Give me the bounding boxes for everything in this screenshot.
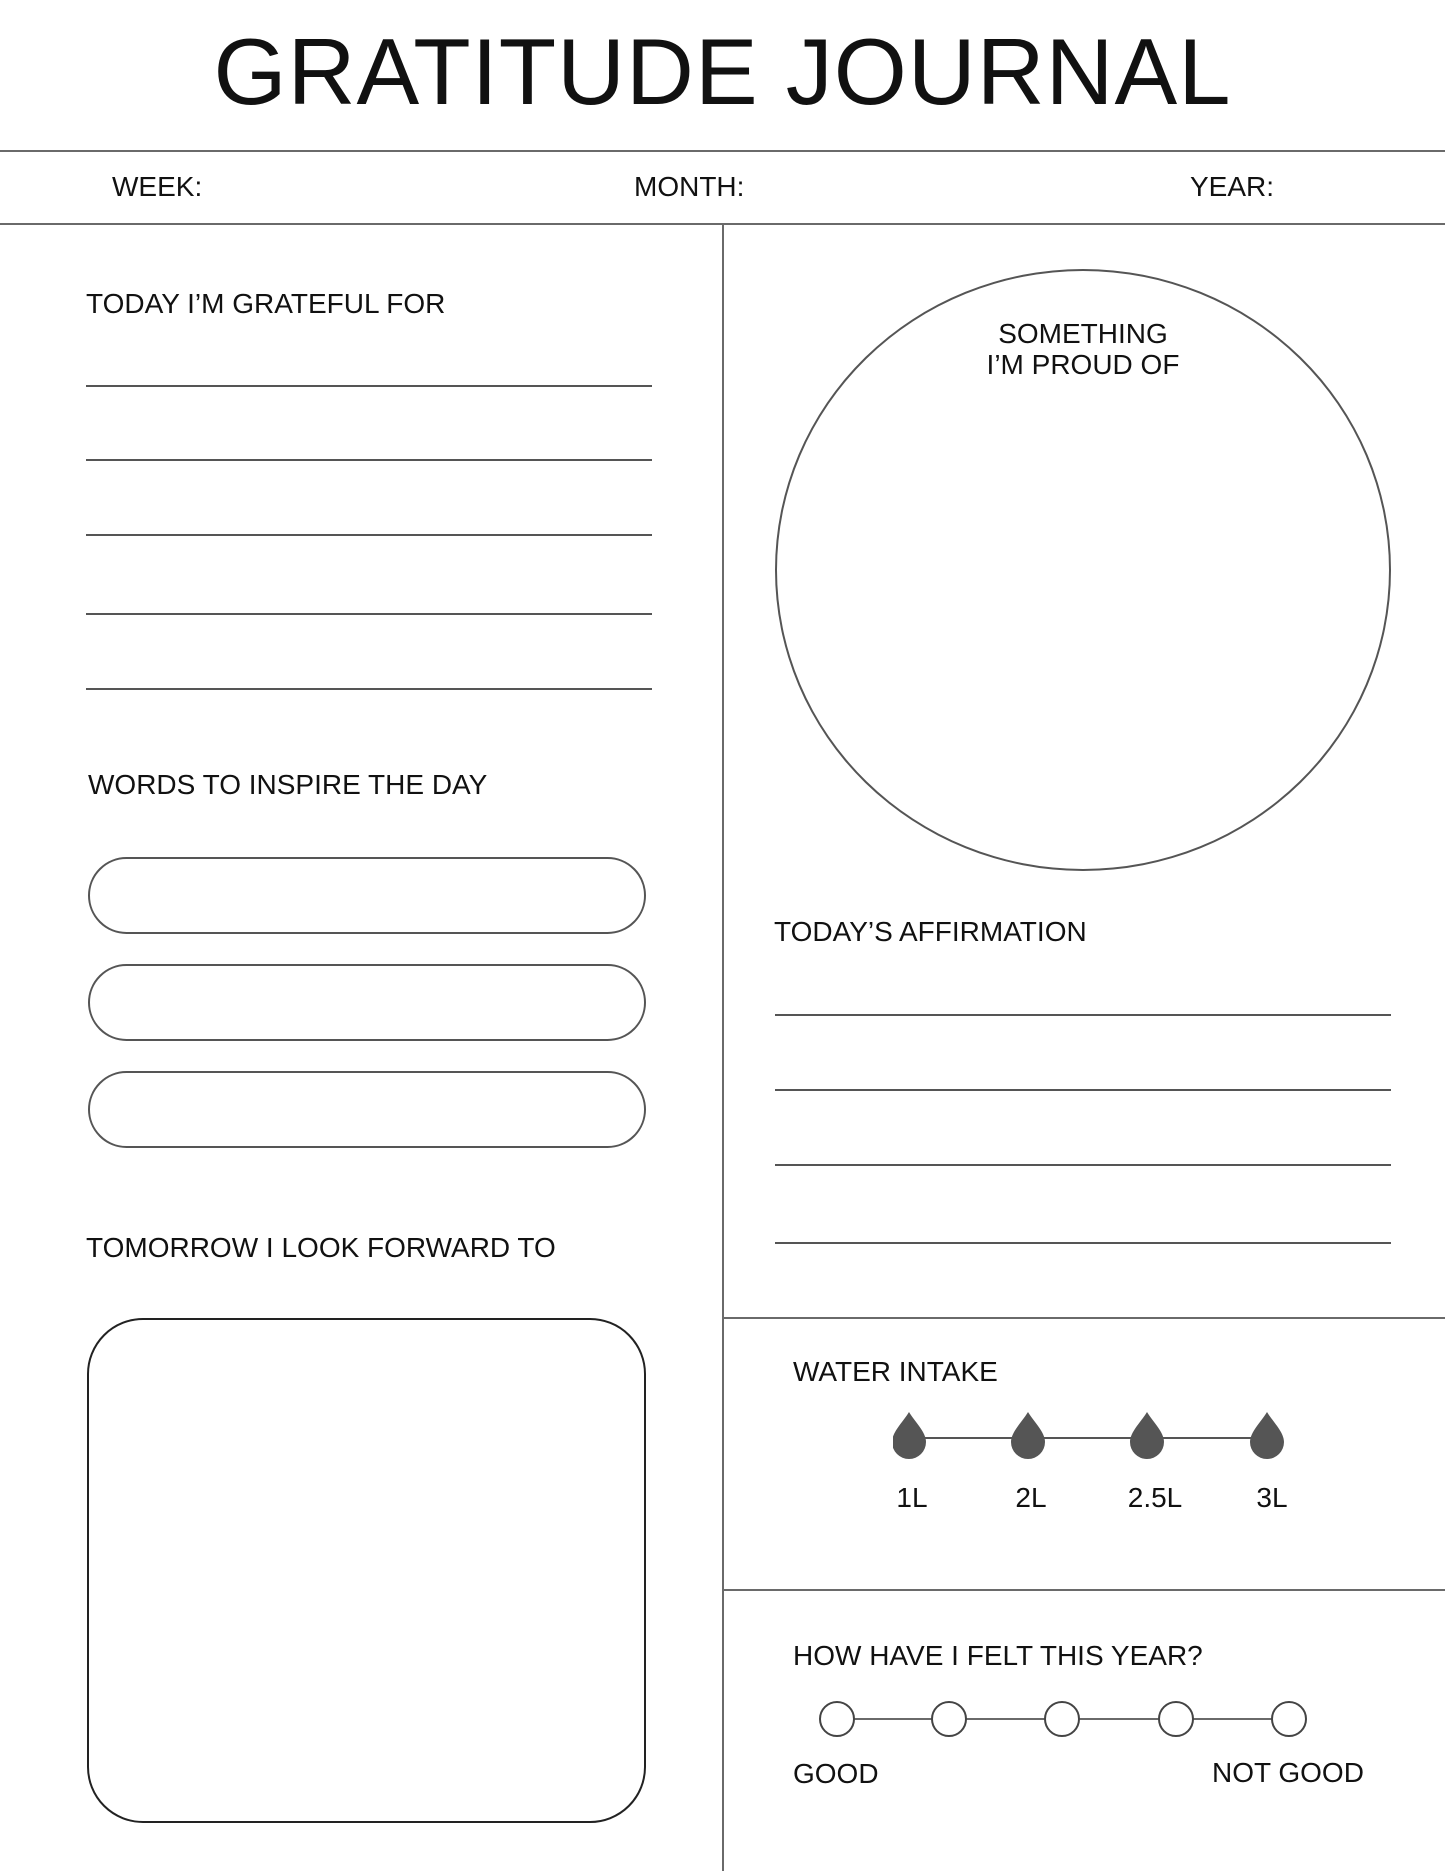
affirmation-line-3[interactable] [775, 1164, 1391, 1166]
feeling-top-divider [723, 1589, 1445, 1591]
grateful-line-4[interactable] [86, 613, 652, 615]
week-label: WEEK: [112, 171, 203, 202]
affirmation-line-1[interactable] [775, 1014, 1391, 1016]
water-drop-icon[interactable] [1250, 1412, 1284, 1459]
affirmation-line-4[interactable] [775, 1242, 1391, 1244]
inspire-heading: WORDS TO INSPIRE THE DAY [88, 769, 488, 800]
grateful-line-1[interactable] [86, 385, 652, 387]
grateful-line-2[interactable] [86, 459, 652, 461]
tomorrow-heading: TOMORROW I LOOK FORWARD TO [86, 1232, 556, 1263]
water-level-label: 2L [1015, 1482, 1047, 1513]
affirmation-line-2[interactable] [775, 1089, 1391, 1091]
water-tracker [893, 1410, 1293, 1466]
feeling-scale-option[interactable] [1044, 1701, 1080, 1737]
month-label: MONTH: [634, 171, 745, 202]
grateful-line-3[interactable] [86, 534, 652, 536]
water-heading: WATER INTAKE [793, 1356, 998, 1387]
proud-heading-line-2: I’M PROUD OF [986, 349, 1180, 380]
feeling-low-label: GOOD [793, 1758, 879, 1789]
proud-heading [933, 318, 1233, 380]
feeling-heading: HOW HAVE I FELT THIS YEAR? [793, 1640, 1203, 1671]
water-tracker-graphic [893, 1410, 1293, 1466]
proud-heading-line-1: SOMETHING [998, 318, 1168, 349]
inspire-field-3[interactable] [88, 1071, 646, 1148]
grateful-line-5[interactable] [86, 688, 652, 690]
feeling-high-label: NOT GOOD [1212, 1757, 1364, 1788]
page-title: GRATITUDE JOURNAL [213, 19, 1232, 124]
water-level-label: 3L [1256, 1482, 1288, 1513]
water-drop-icon[interactable] [1011, 1412, 1045, 1459]
affirmation-heading: TODAY’S AFFIRMATION [774, 916, 1087, 947]
water-drop-icon[interactable] [1130, 1412, 1164, 1459]
water-top-divider [723, 1317, 1445, 1319]
feeling-scale-option[interactable] [1158, 1701, 1194, 1737]
year-label: YEAR: [1190, 171, 1275, 202]
feeling-scale-option[interactable] [931, 1701, 967, 1737]
inspire-field-2[interactable] [88, 964, 646, 1041]
tomorrow-box[interactable] [87, 1318, 646, 1823]
inspire-field-1[interactable] [88, 857, 646, 934]
water-drop-icon[interactable] [893, 1412, 926, 1459]
grateful-heading: TODAY I’M GRATEFUL FOR [86, 288, 446, 319]
header-top-divider [0, 150, 1445, 152]
water-level-label: 2.5L [1127, 1482, 1183, 1513]
water-level-label: 1L [896, 1482, 928, 1513]
feeling-scale-option[interactable] [819, 1701, 855, 1737]
column-divider [722, 224, 724, 1871]
feeling-scale-option[interactable] [1271, 1701, 1307, 1737]
